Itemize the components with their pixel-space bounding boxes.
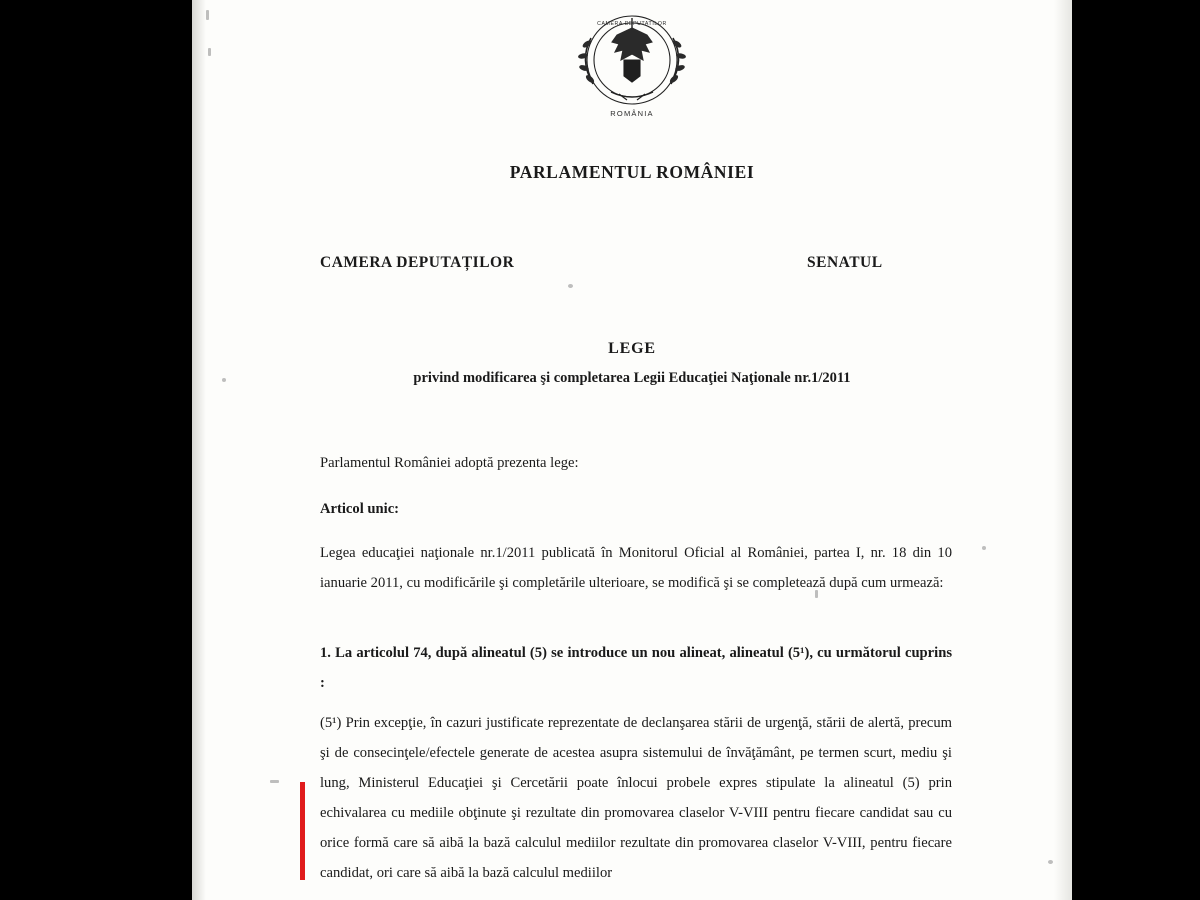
paragraph-punct-1: 1. La articolul 74, după alineatul (5) se introduce un nou alineat, alineatul (5¹), cu următorul cuprins : — [320, 645, 952, 691]
paragraph-legea: Legea educaţiei naţionale nr.1/2011 publicată în Monitorul Oficial al României, partea I, nr. 18 din 10 ianuarie 2011, cu modificările şi completările ulterioare, se modifică şi se completează după cum urmează: — [320, 545, 952, 591]
chambers-row — [192, 254, 1072, 276]
svg-text:CAMERA DEPUTATILOR: CAMERA DEPUTATILOR — [597, 21, 667, 27]
chamber-deputies-label: CAMERA DEPUTAȚILOR — [320, 254, 515, 271]
chamber-senate-label: SENATUL — [807, 254, 883, 271]
document-body — [192, 0, 1072, 900]
parliament-title: PARLAMENTUL ROMÂNIEI — [509, 162, 755, 182]
paragraph-alineat-5-1: (5¹) Prin excepţie, în cazuri justificate reprezentate de declanşarea stării de urgenţă, stării de alertă, precum şi de consecinţele/efectele generate de acestea asupra sistemului de învăţământ, pe termen scurt, mediu şi lung, Ministerul Educaţiei şi Cercetării poate înlocui probele expres stipulate la alineatul (5) prin echivalarea cu mediile obţinute şi rezultate din promovarea claselor V-VIII pentru fiecare candidat sau cu orice formă care să aibă la bază calculul mediilor rezultate din promovarea claselor V-VIII, pentru fiecare candidat, ori care să aibă la bază calculul mediilor — [320, 715, 952, 881]
law-subtitle: privind modificarea şi completarea Legii Educaţiei Naţionale nr.1/2011 — [413, 370, 851, 386]
paragraph-articol-unic: Articol unic: — [320, 501, 400, 517]
law-heading: LEGE — [608, 340, 656, 357]
paragraph-adopta: Parlamentul României adoptă prezenta lege: — [320, 455, 579, 471]
red-margin-bar — [300, 782, 305, 880]
emblem-caption: ROMÂNIA — [610, 109, 654, 118]
scanned-document-page — [192, 0, 1072, 900]
